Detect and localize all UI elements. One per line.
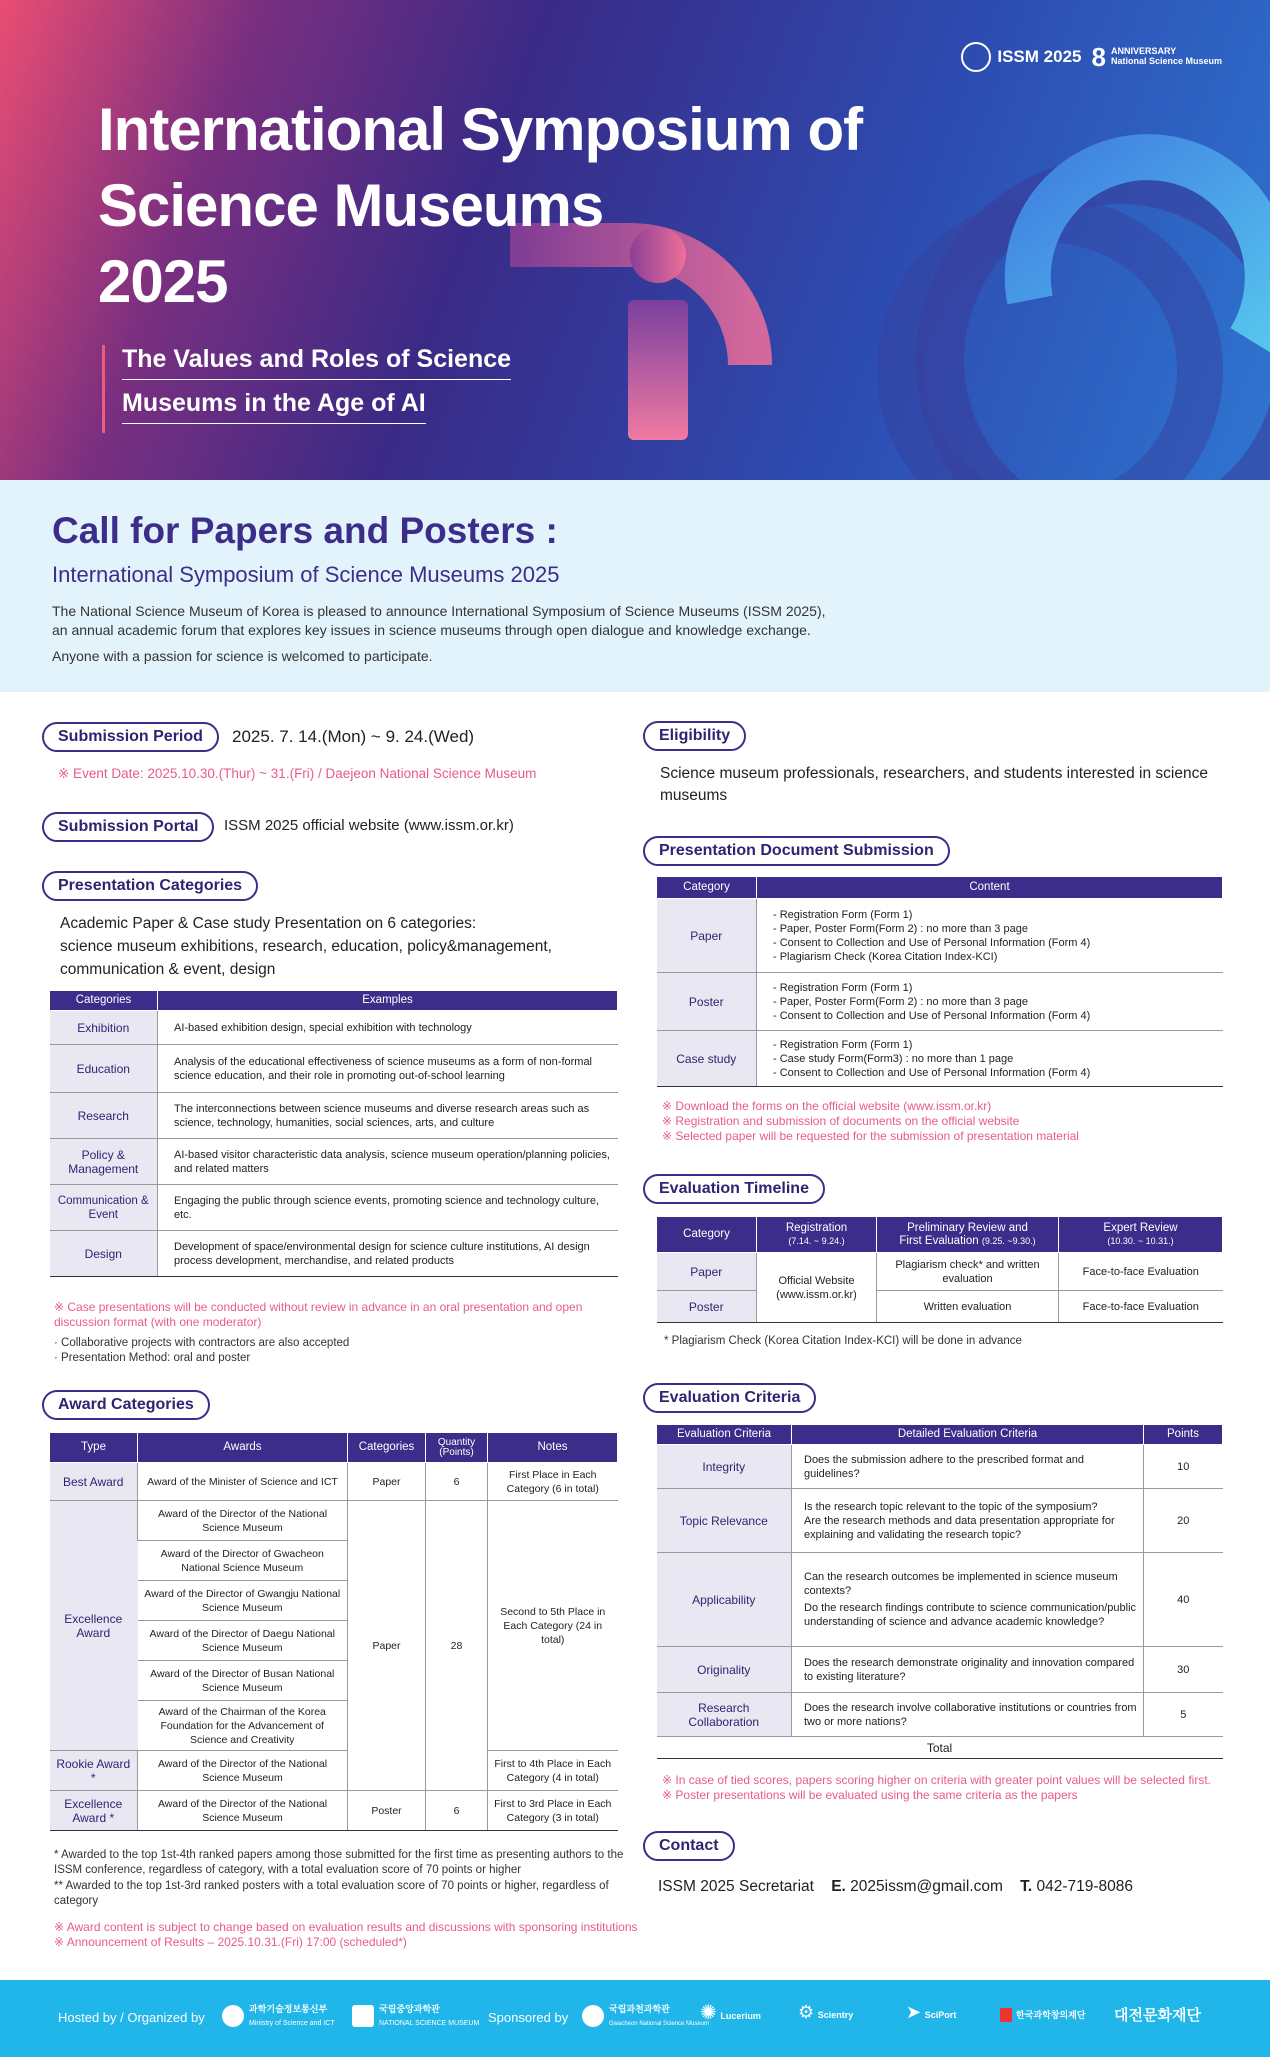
category-cell: Poster xyxy=(657,1291,757,1323)
email-label: E. xyxy=(831,1878,846,1895)
category-cell: Paper xyxy=(657,1253,757,1291)
table-header: Points xyxy=(1144,1425,1223,1445)
table-row xyxy=(50,1185,618,1231)
intro-subheading: International Symposium of Science Museums 2025 xyxy=(52,562,560,587)
presentation-categories-label: Presentation Categories xyxy=(42,871,258,901)
table-row xyxy=(50,1463,618,1501)
issm-logo-text: ISSM 2025 xyxy=(997,47,1082,66)
hero-title xyxy=(98,92,862,320)
document-note: ※ Download the forms on the official website (www.issm.or.kr) xyxy=(662,1099,992,1113)
case-presentation-note: ※ Case presentations will be conducted without review in advance in an oral presentation and open discussion format (with one moderator) xyxy=(54,1300,583,1329)
taegeuk-icon xyxy=(582,2005,604,2027)
table-header: Evaluation Criteria xyxy=(657,1425,792,1445)
host-name: 과학기술정보통신부 xyxy=(249,2004,328,2014)
intro-body-line: an annual academic forum that explores key issues in science museums through open dialogue and knowledge exchange. xyxy=(52,622,811,638)
criteria-desc-line: Is the research topic relevant to the topic of the symposium? xyxy=(804,1500,1098,1513)
contact-email[interactable]: 2025issm@gmail.com xyxy=(850,1878,1003,1895)
sponsor-logo-daejeon xyxy=(1114,2004,1201,2025)
sponsor-logo-gwacheon xyxy=(582,2002,709,2030)
table-row xyxy=(657,1253,1223,1291)
award-table xyxy=(49,1432,618,1831)
document-table xyxy=(656,876,1223,1087)
table-header: Categories xyxy=(50,991,158,1011)
registration-cell: Official Website (www.issm.or.kr) xyxy=(757,1253,877,1323)
anniversary-logo xyxy=(1091,43,1222,72)
criteria-note: ※ In case of tied scores, papers scoring higher on criteria with greater point values will be selected first. xyxy=(662,1773,1211,1787)
preliminary-cell: Plagiarism check* and written evaluation xyxy=(877,1253,1059,1291)
kofac-icon xyxy=(1000,2008,1012,2022)
award-quantity-cell: 6 xyxy=(426,1791,488,1831)
submission-period-value: 2025. 7. 14.(Mon) ~ 9. 24.(Wed) xyxy=(232,727,475,746)
award-type-cell: Excellence Award xyxy=(50,1501,138,1751)
award-cell: Award of the Director of the National Science Museum xyxy=(138,1501,348,1541)
table-row xyxy=(657,1489,1223,1553)
table-row xyxy=(657,1291,1223,1323)
category-cell: Paper xyxy=(657,899,757,973)
award-categories-label: Award Categories xyxy=(42,1390,210,1420)
award-cell: Award of the Director of Busan National Science Museum xyxy=(138,1661,348,1701)
sponsor-logo-kofac xyxy=(1000,2006,1086,2022)
criteria-desc-line: Do the research findings contribute to science communication/public understanding of science and advance academic knowledge? xyxy=(804,1602,1137,1628)
award-type-cell: Rookie Award * xyxy=(50,1751,138,1791)
header-logos xyxy=(961,42,1222,72)
table-row xyxy=(657,1737,1223,1759)
table-header: Examples xyxy=(158,991,618,1011)
example-cell: Development of space/environmental design for science culture institutions, AI design process development, merchandise, and related products xyxy=(158,1231,618,1277)
content-item: - Paper, Poster Form(Form 2) : no more than 3 page xyxy=(773,922,1028,935)
anniversary-number: 8 xyxy=(1091,41,1106,72)
nsm-icon xyxy=(352,2005,374,2027)
award-notes xyxy=(54,1920,638,1950)
phone-label: T. xyxy=(1020,1878,1033,1895)
table-header: Type xyxy=(50,1433,138,1463)
table-row xyxy=(657,973,1223,1031)
category-cell: Exhibition xyxy=(50,1011,158,1045)
timeline-note: * Plagiarism Check (Korea Citation Index-KCI) will be done in advance xyxy=(664,1335,1022,1347)
criteria-points-cell: 5 xyxy=(1144,1693,1223,1737)
table-row xyxy=(657,899,1223,973)
award-note-cell: First to 4th Place in Each Category (4 in total) xyxy=(488,1751,618,1791)
example-cell: The interconnections between science museums and diverse research areas such as science, technology, humanities, social sciences, arts, and culture xyxy=(158,1093,618,1139)
anniversary-label: ANNIVERSARY xyxy=(1110,46,1177,57)
table-row xyxy=(50,1231,618,1277)
points-header: (Points) xyxy=(439,1446,474,1458)
document-note: ※ Selected paper will be requested for the submission of presentation material xyxy=(662,1129,1079,1143)
arrow-icon: ➤ xyxy=(906,2002,922,2022)
category-cell: Communication & Event xyxy=(50,1185,158,1231)
criteria-desc-line: Can the research outcomes be implemented in science museum contexts? xyxy=(804,1571,1118,1597)
contact-label: Contact xyxy=(643,1831,735,1861)
category-cell: Case study xyxy=(657,1031,757,1087)
issm-logo xyxy=(961,42,1081,72)
table-header: Category xyxy=(657,877,757,899)
table-row xyxy=(50,1791,618,1831)
sponsor-logo-lucerium xyxy=(700,2000,761,2025)
criteria-points-cell: 10 xyxy=(1144,1445,1223,1489)
criteria-note: ※ Poster presentations will be evaluated using the same criteria as the papers xyxy=(662,1788,1078,1802)
criteria-desc-line: Are the research methods and data presentation appropriate for explaining and validating the research topic? xyxy=(804,1514,1115,1541)
hero-title-line: Science Museums xyxy=(98,172,604,239)
category-cell: Design xyxy=(50,1231,158,1277)
criteria-total: Total xyxy=(657,1737,1223,1759)
table-header: Categories xyxy=(348,1433,426,1463)
example-cell: AI-based visitor characteristic data analysis, science museum operation/planning policies, and related matters xyxy=(158,1139,618,1185)
category-cell: Research xyxy=(50,1093,158,1139)
table-row xyxy=(50,1093,618,1139)
content-cell xyxy=(757,899,1223,973)
host-name-en: Ministry of Science and ICT xyxy=(249,2020,335,2027)
host-name: 국립중앙과학관 xyxy=(379,2004,440,2014)
criteria-points-cell: 30 xyxy=(1144,1647,1223,1693)
registration-dates: (7.14. ~ 9.24.) xyxy=(788,1235,845,1246)
presentation-categories-desc xyxy=(60,912,552,981)
document-note: ※ Registration and submission of documents on the official website xyxy=(662,1114,1020,1128)
quantity-header: Quantity xyxy=(437,1436,476,1448)
desc-line: Academic Paper & Case study Presentation on 6 categories: xyxy=(60,915,477,932)
contact-phone[interactable]: 042-719-8086 xyxy=(1036,1878,1133,1895)
submission-period-label: Submission Period xyxy=(42,722,219,752)
content-item: - Consent to Collection and Use of Personal Information (Form 4) xyxy=(773,936,1091,949)
host-name-en: NATIONAL SCIENCE MUSEUM xyxy=(379,2020,480,2027)
award-cell: Award of the Chairman of the Korea Foundation for the Advancement of Science and Creativity xyxy=(138,1701,348,1751)
example-cell: Analysis of the educational effectiveness of science museums as a form of non-formal science education, and their role in promoting out-of-school learning xyxy=(158,1045,618,1093)
content-item: - Consent to Collection and Use of Personal Information (Form 4) xyxy=(773,1009,1091,1022)
intro-section xyxy=(0,480,1270,692)
sponsor-name: Scientry xyxy=(817,2010,854,2020)
content-item: - Plagiarism Check (Korea Citation Index-KCI) xyxy=(773,950,998,963)
hero-subtitle xyxy=(102,345,511,433)
sponsor-name: Lucerium xyxy=(720,2011,761,2021)
table-row xyxy=(50,1501,618,1541)
table-row xyxy=(657,1031,1223,1087)
hero-subtitle-line: Museums in the Age of AI xyxy=(122,389,426,424)
award-footnote: * Awarded to the top 1st-4th ranked papers among those submitted for the first time as presenting authors to the ISSM conference, regardless of category, with a total evaluation score of 70 points or higher xyxy=(54,1849,624,1876)
award-footnote: ** Awarded to the top 1st-3rd ranked posters with a total evaluation score of 70 points or higher, regardless of category xyxy=(54,1880,609,1907)
hero-title-line: 2025 xyxy=(98,248,228,315)
award-quantity-cell: 6 xyxy=(426,1463,488,1501)
contact-info xyxy=(658,1876,1133,1898)
criteria-desc-cell: Does the research involve collaborative institutions or countries from two or more nations? xyxy=(792,1693,1144,1737)
award-cell: Award of the Minister of Science and ICT xyxy=(138,1463,348,1501)
criteria-name-cell: Originality xyxy=(657,1647,792,1693)
award-cell: Award of the Director of the National Science Museum xyxy=(138,1791,348,1831)
category-cell: Poster xyxy=(657,973,757,1031)
award-cell: Award of the Director of Gwangju National Science Museum xyxy=(138,1581,348,1621)
criteria-name-cell: Integrity xyxy=(657,1445,792,1489)
expert-cell: Face-to-face Evaluation xyxy=(1059,1291,1223,1323)
criteria-desc-cell: Does the submission adhere to the prescribed format and guidelines? xyxy=(792,1445,1144,1489)
hero-banner xyxy=(0,0,1270,480)
content-cell xyxy=(757,1031,1223,1087)
content-cell xyxy=(757,973,1223,1031)
content-item: - Registration Form (Form 1) xyxy=(773,908,913,921)
categories-table xyxy=(49,990,618,1277)
content-item: - Registration Form (Form 1) xyxy=(773,981,913,994)
award-type-cell: Excellence Award * xyxy=(50,1791,138,1831)
table-header xyxy=(426,1433,488,1463)
hosted-by-label: Hosted by / Organized by xyxy=(58,2010,205,2025)
expert-dates: (10.30. ~ 10.31.) xyxy=(1107,1235,1174,1246)
award-cell: Award of the Director of the National Science Museum xyxy=(138,1751,348,1791)
sponsor-logo-sciport xyxy=(906,2002,956,2023)
timeline-table xyxy=(656,1216,1223,1323)
host-logo-nsm xyxy=(352,2002,479,2029)
table-header xyxy=(1059,1217,1223,1253)
sponsor-name: 한국과학창의재단 xyxy=(1016,2010,1086,2020)
anniversary-org: National Science Museum xyxy=(1110,56,1222,66)
table-row xyxy=(50,1139,618,1185)
expert-header: Expert Review xyxy=(1103,1221,1178,1234)
category-cell: Education xyxy=(50,1045,158,1093)
table-header: Content xyxy=(757,877,1223,899)
document-notes xyxy=(662,1099,1079,1144)
eligibility-label: Eligibility xyxy=(643,721,746,751)
submission-portal-label: Submission Portal xyxy=(42,812,214,842)
award-note-cell: Second to 5th Place in Each Category (24 in total) xyxy=(488,1501,618,1751)
footer xyxy=(0,1980,1270,2057)
host-logo-msit xyxy=(222,2002,335,2029)
award-note-cell: First to 3rd Place in Each Category (3 in total) xyxy=(488,1791,618,1831)
content-item: - Paper, Poster Form(Form 2) : no more than 3 page xyxy=(773,995,1028,1008)
table-row xyxy=(657,1553,1223,1647)
award-quantity-cell: 28 xyxy=(426,1501,488,1791)
award-category-cell: Paper xyxy=(348,1501,426,1791)
award-type-cell: Best Award xyxy=(50,1463,138,1501)
award-cell: Award of the Director of Gwacheon National Science Museum xyxy=(138,1541,348,1581)
table-header xyxy=(757,1217,877,1253)
table-header: Detailed Evaluation Criteria xyxy=(792,1425,1144,1445)
award-note-cell: First Place in Each Category (6 in total) xyxy=(488,1463,618,1501)
criteria-name-cell: Research Collaboration xyxy=(657,1693,792,1737)
preliminary-header: Preliminary Review and xyxy=(907,1221,1028,1234)
intro-body xyxy=(52,602,892,640)
table-header xyxy=(877,1217,1059,1253)
sponsor-logo-scientry xyxy=(798,2002,853,2023)
extra-line: · Presentation Method: oral and poster xyxy=(54,1352,251,1364)
evaluation-timeline-label: Evaluation Timeline xyxy=(643,1174,825,1204)
contact-name: ISSM 2025 Secretariat xyxy=(658,1878,814,1895)
content-item: - Case study Form(Form3) : no more than 1 page xyxy=(773,1052,1014,1065)
hero-subtitle-line: The Values and Roles of Science xyxy=(122,345,511,380)
award-note: ※ Award content is subject to change based on evaluation results and discussions with sponsoring institutions xyxy=(54,1920,638,1934)
criteria-table xyxy=(656,1424,1223,1759)
award-cell: Award of the Director of Daegu National Science Museum xyxy=(138,1621,348,1661)
preliminary-dates: (9.25. ~9.30.) xyxy=(981,1235,1036,1246)
award-category-cell: Paper xyxy=(348,1463,426,1501)
table-row xyxy=(657,1445,1223,1489)
criteria-desc-cell xyxy=(792,1553,1144,1647)
sponsor-name: SciPort xyxy=(924,2010,957,2020)
award-note: ※ Announcement of Results – 2025.10.31.(Fri) 17:00 (scheduled*) xyxy=(54,1935,407,1949)
table-row xyxy=(50,1751,618,1791)
table-row xyxy=(50,1045,618,1093)
table-row xyxy=(657,1693,1223,1737)
presentation-extra xyxy=(54,1336,349,1366)
category-cell: Policy & Management xyxy=(50,1139,158,1185)
sponsor-name-en: Gwacheon National Science Museum xyxy=(609,2021,710,2027)
criteria-name-cell: Topic Relevance xyxy=(657,1489,792,1553)
sponsored-by-label: Sponsored by xyxy=(488,2010,569,2025)
criteria-notes xyxy=(662,1773,1211,1803)
submission-portal-value: ISSM 2025 official website (www.issm.or.kr) xyxy=(224,817,514,834)
table-row xyxy=(50,1011,618,1045)
document-submission-label: Presentation Document Submission xyxy=(643,836,950,866)
desc-line: science museum exhibitions, research, education, policy&management, xyxy=(60,938,552,955)
desc-line: communication & event, design xyxy=(60,961,276,978)
content-item: - Consent to Collection and Use of Personal Information (Form 4) xyxy=(773,1066,1091,1079)
intro-heading: Call for Papers and Posters : xyxy=(52,510,558,551)
sponsor-name: 국립과천과학관 xyxy=(609,2004,670,2014)
sun-icon: ✺ xyxy=(700,2002,717,2024)
award-category-cell: Poster xyxy=(348,1791,426,1831)
table-row xyxy=(657,1647,1223,1693)
intro-invite: Anyone with a passion for science is welcomed to participate. xyxy=(52,648,433,664)
criteria-points-cell: 20 xyxy=(1144,1489,1223,1553)
criteria-name-cell: Applicability xyxy=(657,1553,792,1647)
extra-line: · Collaborative projects with contractors are also accepted xyxy=(54,1337,350,1349)
taegeuk-icon xyxy=(222,2005,244,2027)
evaluation-criteria-label: Evaluation Criteria xyxy=(643,1383,816,1413)
example-cell: AI-based exhibition design, special exhibition with technology xyxy=(158,1011,618,1045)
example-cell: Engaging the public through science events, promoting science and technology culture, etc. xyxy=(158,1185,618,1231)
preliminary-cell: Written evaluation xyxy=(877,1291,1059,1323)
preliminary-header-2: First Evaluation xyxy=(899,1234,979,1247)
eligibility-value: Science museum professionals, researchers, and students interested in science museums xyxy=(660,765,1208,804)
event-date-note: ※ Event Date: 2025.10.30.(Thur) ~ 31.(Fri) / Daejeon National Science Museum xyxy=(58,766,537,781)
award-footnotes xyxy=(54,1848,624,1909)
content-item: - Registration Form (Form 1) xyxy=(773,1038,913,1051)
issm-logo-icon xyxy=(961,42,991,72)
hero-title-line: International Symposium of xyxy=(98,96,863,163)
criteria-desc-cell xyxy=(792,1489,1144,1553)
registration-header: Registration xyxy=(785,1221,848,1234)
sponsor-name: 대전문화재단 xyxy=(1114,2007,1201,2024)
criteria-desc-cell: Does the research demonstrate originality and innovation compared to existing literature? xyxy=(792,1647,1144,1693)
expert-cell: Face-to-face Evaluation xyxy=(1059,1253,1223,1291)
table-header: Awards xyxy=(138,1433,348,1463)
criteria-points-cell: 40 xyxy=(1144,1553,1223,1647)
intro-body-line: The National Science Museum of Korea is pleased to announce International Symposium of Science Museums (ISSM 2025), xyxy=(52,603,826,619)
table-header: Category xyxy=(657,1217,757,1253)
gear-icon: ⚙ xyxy=(798,2002,815,2022)
table-header: Notes xyxy=(488,1433,618,1463)
